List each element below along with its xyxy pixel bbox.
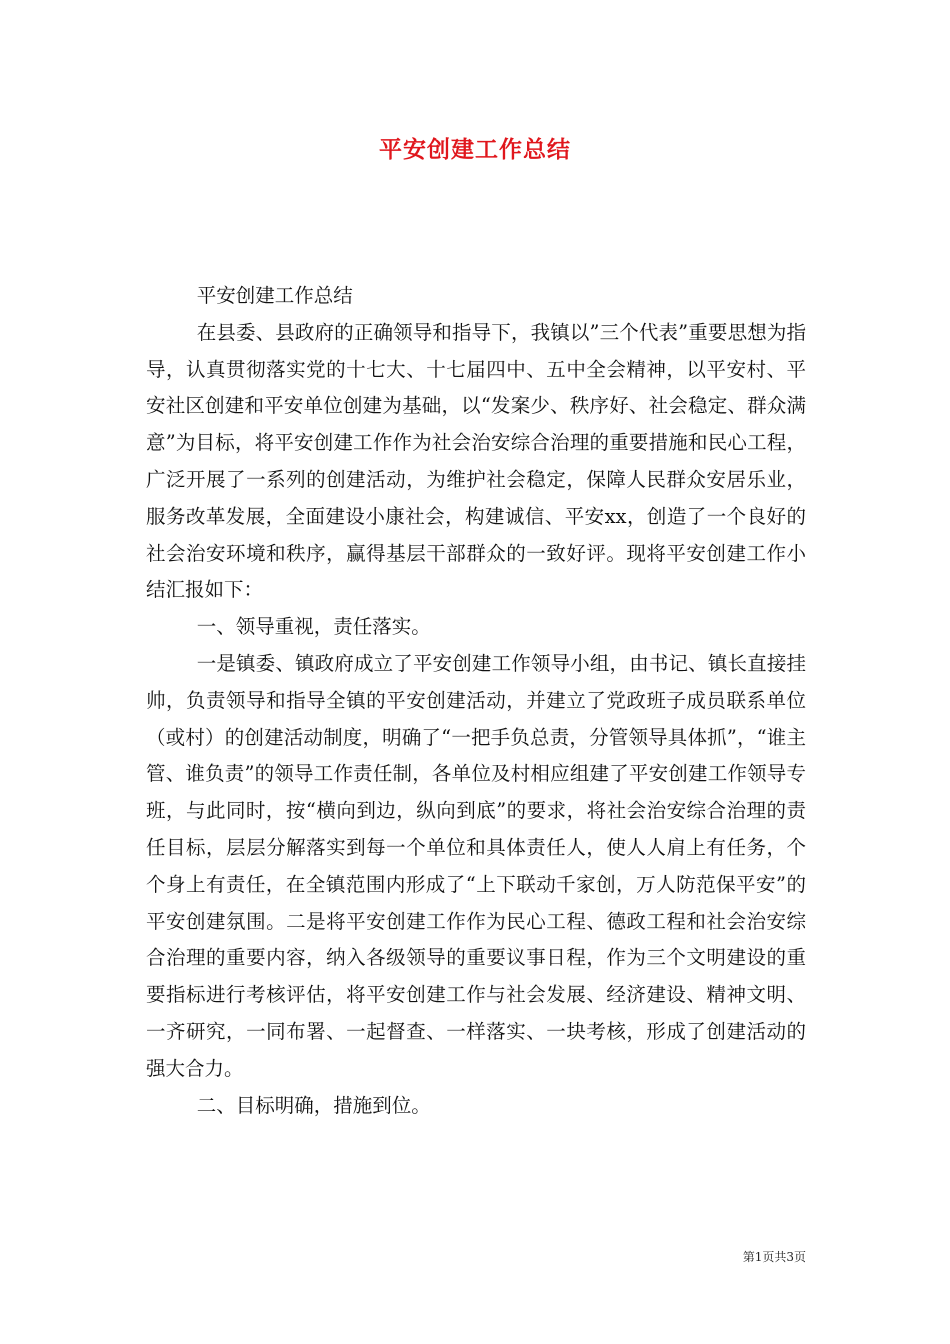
- section-heading-2: 二、目标明确，措施到位。: [196, 1093, 431, 1117]
- paragraph-intro: 在县委、县政府的正确领导和指导下，我镇以”三个代表”重要思想为指导，认真贯彻落实党的十七大、十七届四中、五中全会精神，以平安村、平安社区创建和平安单位创建为基础，以“发案少、秩序好、社会稳定、群众满意”为目标，将平安创建工作作为社会治安综合治理的重要措施和民心工程，广泛开展了一系列的创建活动，为维护社会稳定，保障人民群众安居乐业，服务改革发展，全面建设小康社会，构建诚信、平安xx，创造了一个良好的社会治安环境和秩序，赢得基层干部群众的一致好评。现将平安创建工作小结汇报如下：: [146, 320, 806, 602]
- document-title: 平安创建工作总结: [379, 136, 571, 163]
- paragraph-section-1: 一是镇委、镇政府成立了平安创建工作领导小组，由书记、镇长直接挂帅，负责领导和指导全镇的平安创建活动，并建立了党政班子成员联系单位（或村）的创建活动制度，明确了“一把手负总责，分管领导具体抓”，“谁主管、谁负责”的领导工作责任制，各单位及村相应组建了平安创建工作领导专班，与此同时，按“横向到边，纵向到底”的要求，将社会治安综合治理的责任目标，层层分解落实到每一个单位和具体责任人，使人人肩上有任务，个个身上有责任，在全镇范围内形成了“上下联动千家创，万人防范保平安”的平安创建氛围。二是将平安创建工作作为民心工程、德政工程和社会治安综合治理的重要内容，纳入各级领导的重要议事日程，作为三个文明建设的重要指标进行考核评估，将平安创建工作与社会发展、经济建设、精神文明、一齐研究，一同布署、一起督查、一样落实、一块考核，形成了创建活动的强大合力。: [146, 651, 806, 1080]
- paragraph-heading: 平安创建工作总结: [196, 284, 353, 307]
- page-number: 第1页共3页: [742, 1250, 806, 1264]
- section-heading-1: 一、领导重视，责任落实。: [196, 615, 431, 639]
- document-body: [146, 278, 806, 1124]
